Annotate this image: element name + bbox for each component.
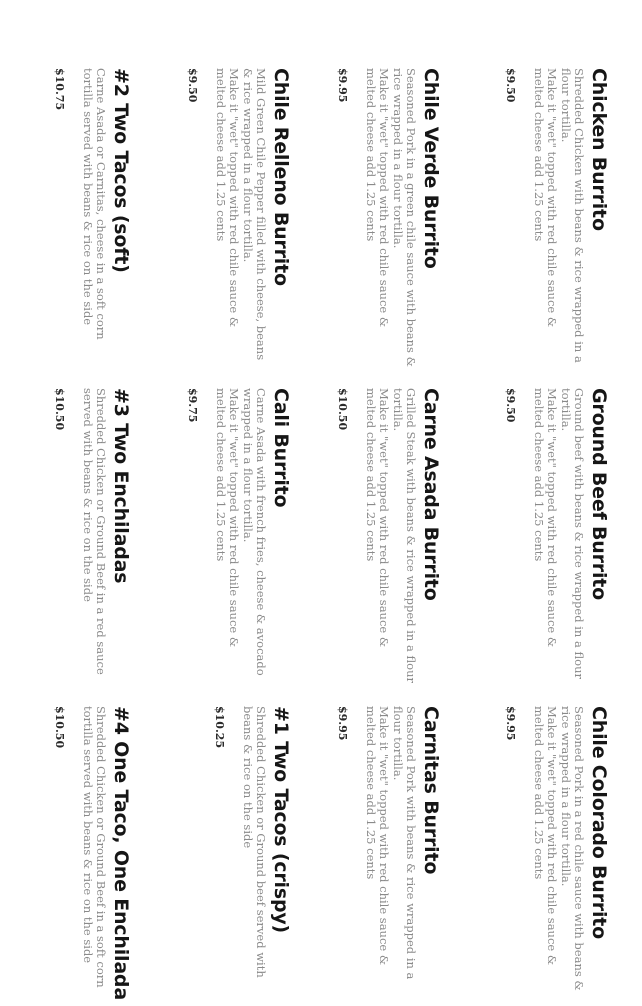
item-name: Carnitas Burrito	[420, 706, 442, 875]
item-description-line: Seasoned Pork in a green chile sauce with beans & rice wrapped in a flour tortilla.	[390, 68, 418, 367]
item-name: #2 Two Tacos (soft)	[110, 68, 132, 273]
item-name: Chicken Burrito	[588, 68, 610, 231]
menu-item-3-two-enchiladas	[53, 388, 132, 688]
item-description-line: Seasoned Pork in a red chile sauce with beans & rice wrapped in a flour tortilla.	[558, 706, 586, 991]
item-description	[531, 388, 585, 688]
item-name: Chile Relleno Burrito	[270, 68, 292, 286]
menu-item-4-one-taco-one-enchilada	[53, 706, 132, 1006]
item-price: $10.50	[53, 388, 67, 431]
item-description-line: Make it "wet" topped with red chile sauce & melted cheese add 1.25 cents	[213, 68, 242, 328]
menu-item-1-two-tacos-crispy	[213, 706, 292, 1006]
item-description-line: Make it "wet" topped with red chile sauce & melted cheese add 1.25 cents	[531, 388, 560, 648]
item-price: $10.50	[53, 706, 67, 749]
item-description	[80, 68, 107, 368]
item-description	[80, 706, 107, 1006]
menu-item-carne-asada-burrito	[336, 388, 442, 688]
item-name: Cali Burrito	[270, 388, 292, 508]
item-description	[213, 388, 267, 688]
item-description-line: Make it "wet" topped with red chile sauce & melted cheese add 1.25 cents	[213, 388, 242, 648]
item-description	[363, 68, 417, 368]
item-price: $9.95	[336, 68, 350, 103]
item-price: $9.50	[504, 68, 518, 103]
item-description-line: Make it "wet" topped with red chile sauce & melted cheese add 1.25 cents	[363, 388, 392, 648]
item-price: $9.50	[186, 68, 200, 103]
item-price: $9.75	[186, 388, 200, 423]
item-description-line: Shredded Chicken or Ground Beef in a red sauce served with beans & rice on the side	[80, 388, 108, 675]
item-name: Ground Beef Burrito	[588, 388, 610, 601]
item-description	[363, 388, 417, 688]
item-description-line: Carne Asada or Carnitas, cheese in a soft corn tortilla served with beans & rice on the side	[80, 68, 108, 340]
menu-item-ground-beef-burrito	[504, 388, 610, 688]
item-description	[531, 706, 585, 1006]
item-description-line: Shredded Chicken or Ground Beef in a soft corn tortilla served with beans & rice on the side	[80, 706, 108, 988]
item-description-line: Carne Asada with french fries, cheese & avocado wrapped in a flour tortilla.	[240, 388, 268, 676]
item-description-line: Seasoned Pork with beans & rice wrapped in a flour tortilla.	[390, 706, 418, 980]
item-description-line: Shredded Chicken or Ground beef served with beans & rice on the side	[240, 706, 268, 978]
item-description	[363, 706, 417, 1006]
item-description	[213, 68, 267, 368]
menu-item-chile-relleno-burrito	[186, 68, 292, 368]
item-name: #4 One Taco, One Enchilada	[110, 706, 132, 1000]
item-description	[531, 68, 585, 368]
item-name: Carne Asada Burrito	[420, 388, 442, 601]
item-description-line: Mild Green Chile Pepper filled with cheese, beans & rice wrapped in a flour tortilla.	[240, 68, 268, 361]
menu-item-chicken-burrito	[504, 68, 610, 368]
item-price: $10.75	[53, 68, 67, 111]
menu-item-chile-colorado-burrito	[504, 706, 610, 1006]
item-name: Chile Colorado Burrito	[588, 706, 610, 940]
item-price: $10.50	[336, 388, 350, 431]
item-price: $9.95	[504, 706, 518, 741]
menu-item-carnitas-burrito	[336, 706, 442, 1006]
item-description-line: Make it "wet" topped with red chile sauce & melted cheese add 1.25 cents	[531, 68, 560, 328]
item-description-line: Shredded Chicken with beans & rice wrapped in a flour tortilla.	[558, 68, 586, 363]
item-price: $9.95	[336, 706, 350, 741]
item-description-line: Grilled Steak with beans & rice wrapped in a flour tortilla.	[390, 388, 418, 683]
menu-item-cali-burrito	[186, 388, 292, 688]
item-description-line: Ground beef with beans & rice wrapped in a flour tortilla.	[558, 388, 586, 679]
item-description-line: Make it "wet" topped with red chile sauce & melted cheese add 1.25 cents	[363, 68, 392, 328]
item-price: $9.50	[504, 388, 518, 423]
item-price: $10.25	[213, 706, 227, 749]
menu-item-2-two-tacos-soft	[53, 68, 132, 368]
item-name: #1 Two Tacos (crispy)	[270, 706, 292, 934]
item-name: Chile Verde Burrito	[420, 68, 442, 269]
menu-item-chile-verde-burrito	[336, 68, 442, 368]
item-description	[240, 706, 267, 1006]
item-name: #3 Two Enchiladas	[110, 388, 132, 584]
item-description	[80, 388, 107, 688]
item-description-line: Make it "wet" topped with red chile sauce & melted cheese add 1.25 cents	[363, 706, 392, 966]
item-description-line: Make it "wet" topped with red chile sauce & melted cheese add 1.25 cents	[531, 706, 560, 966]
